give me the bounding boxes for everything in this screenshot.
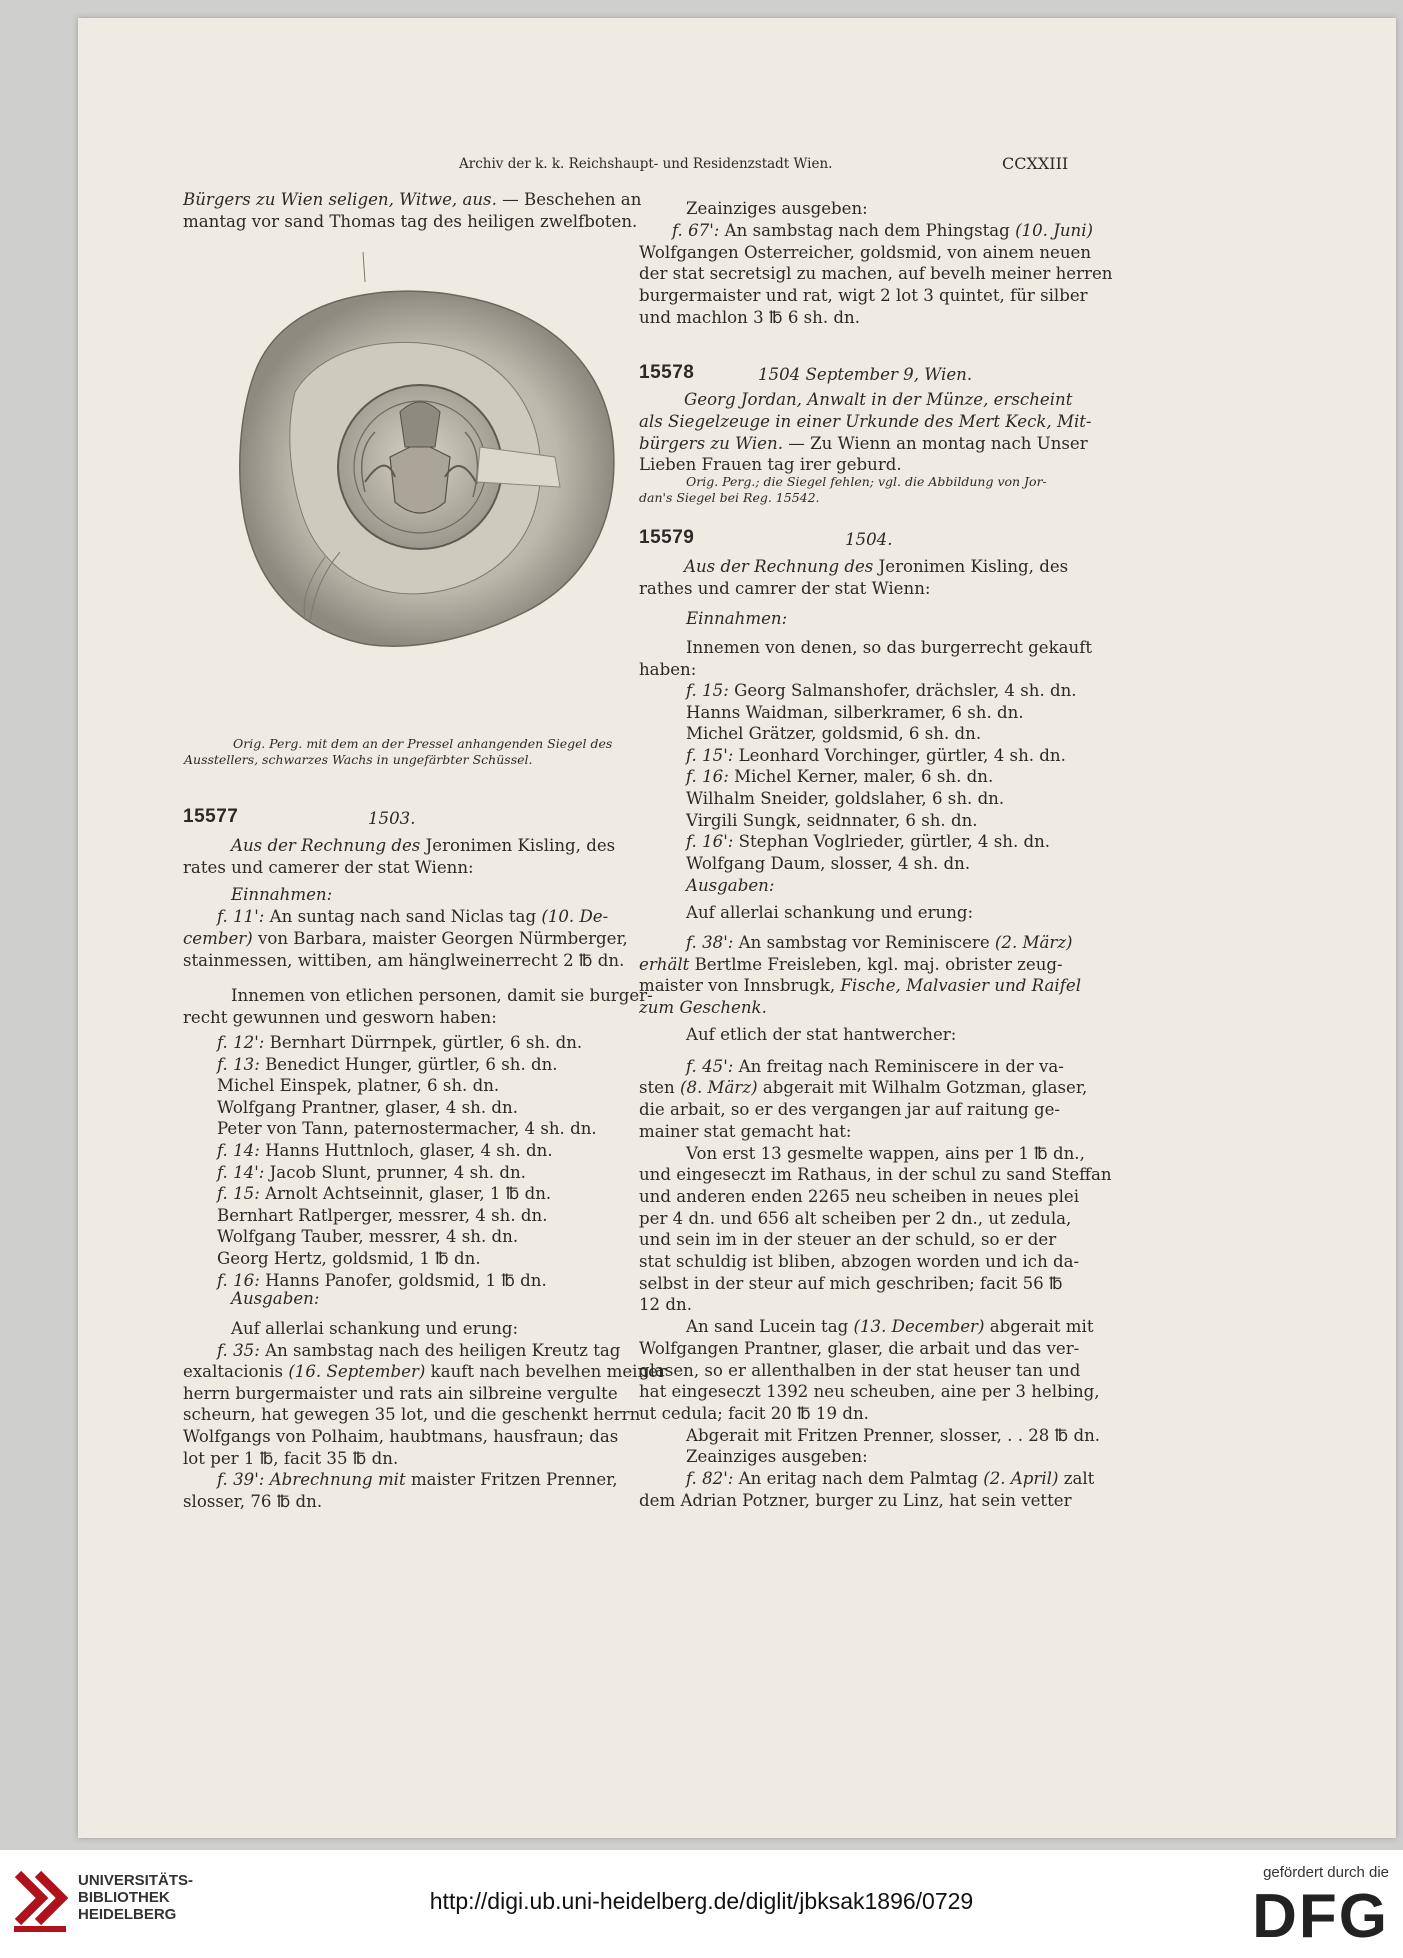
text-segment: f. 15: <box>686 681 729 700</box>
text-segment: f. 35: <box>217 1340 260 1360</box>
text-segment: f. 16: <box>217 1270 260 1290</box>
text-segment: lot per 1 ℔, facit 35 ℔ dn. <box>183 1448 399 1468</box>
text-segment: Auf allerlai schankung und erung: <box>686 903 974 922</box>
text-line <box>639 1273 1063 1295</box>
text-segment: als Siegelzeuge in einer Urkunde des Mert Keck, Mit- <box>639 411 1092 431</box>
text-line <box>639 263 1112 285</box>
library-line: HEIDELBERG <box>78 1906 177 1923</box>
text-line <box>686 1468 1094 1490</box>
dfg-logo: DFG <box>1252 1882 1389 1951</box>
text-line <box>639 1360 1080 1382</box>
text-line <box>217 1205 547 1227</box>
text-segment: f. 14: <box>217 1141 260 1160</box>
text-line <box>639 1294 692 1316</box>
text-segment: Georg Salmanshofer, drächsler, 4 sh. dn. <box>728 681 1077 700</box>
text-segment: An freitag nach Reminiscere in der va- <box>733 1056 1064 1076</box>
text-line <box>217 1183 551 1205</box>
text-segment: Abgerait mit Fritzen Prenner, slosser, . . 28 ℔ dn. <box>686 1425 1101 1445</box>
text-segment: Hanns Waidman, silberkramer, 6 sh. dn. <box>686 702 1024 722</box>
text-line <box>639 1338 1079 1360</box>
text-line <box>686 788 1004 810</box>
text-line <box>686 198 868 220</box>
text-segment: scheurn, hat gewegen 35 lot, und die geschenkt herrn <box>183 1405 641 1425</box>
text-line <box>639 1099 1060 1121</box>
library-line: UNIVERSITÄTS- <box>78 1872 194 1889</box>
text-segment: Auf etlich der stat hantwercher: <box>686 1025 957 1044</box>
entry-year-15579: 1504. <box>845 530 893 549</box>
text-segment: f. 16: <box>686 767 729 787</box>
text-segment: Bernhart Dürrnpek, gürtler, 6 sh. dn. <box>264 1033 583 1052</box>
text-segment: exaltacionis <box>183 1362 289 1382</box>
text-line <box>639 307 860 329</box>
text-line <box>183 1491 322 1513</box>
text-line <box>639 1229 1056 1251</box>
text-segment: bürgers zu Wien. <box>639 433 783 453</box>
text-segment: Aus der Rechnung des <box>684 557 874 576</box>
text-line <box>217 1226 518 1248</box>
text-segment: f. 15: <box>217 1184 260 1204</box>
text-segment: f. 67': <box>672 220 720 240</box>
text-segment: Bürgers zu Wien seligen, Witwe, aus. <box>183 190 497 209</box>
text-line <box>686 1446 868 1468</box>
text-segment: An sambstag vor Reminiscere <box>733 932 995 952</box>
text-segment: slosser, 76 ℔ dn. <box>183 1491 323 1511</box>
text-segment: Wolfgangen Prantner, glaser, die arbait und das ver- <box>639 1338 1080 1358</box>
text-line <box>686 1056 1064 1078</box>
text-segment: Wolfgangs von Polhaim, haubtmans, hausfraun; das <box>183 1427 619 1446</box>
text-line <box>639 1164 1112 1186</box>
entry-number-15579: 15579 <box>639 527 695 548</box>
text-segment: Jeronimen Kisling, des <box>873 557 1069 576</box>
text-segment: die arbait, so er des vergangen jar auf raitung ge- <box>639 1100 1061 1120</box>
text-segment: kauft nach bevelhen meiner <box>425 1362 666 1382</box>
text-segment: von Barbara, maister Georgen Nürmberger, <box>252 928 628 948</box>
text-segment: (8. März) <box>679 1078 758 1098</box>
text-line <box>686 831 1050 853</box>
text-line <box>639 1251 1079 1273</box>
text-line <box>183 1007 497 1029</box>
text-segment: Jeronimen Kisling, des <box>420 836 616 855</box>
text-segment: f. 11': <box>217 907 265 926</box>
text-segment: Zeainziges ausgeben: <box>686 199 868 218</box>
library-line: BIBLIOTHEK <box>78 1889 170 1906</box>
text-segment: der stat secretsigl zu machen, auf bevelh meiner herren <box>639 264 1113 284</box>
text-segment: f. 14': <box>217 1162 265 1182</box>
text-line <box>639 659 696 681</box>
entry-number-15577: 15577 <box>183 806 239 827</box>
text-line <box>231 1318 518 1340</box>
text-segment: Zeainziges ausgeben: <box>686 1447 868 1467</box>
entry-number-15578: 15578 <box>639 362 695 383</box>
text-segment: abgerait mit <box>984 1317 1094 1337</box>
text-segment: erhält <box>639 954 690 974</box>
text-segment: f. 13: <box>217 1054 260 1074</box>
text-segment: f. 15': <box>686 745 734 765</box>
text-segment: per 4 dn. und 656 alt scheiben per 2 dn., ut zedula, <box>639 1208 1072 1228</box>
text-line <box>686 1425 1100 1447</box>
text-line <box>183 1383 618 1405</box>
text-segment: f. 12': <box>217 1033 265 1052</box>
text-segment: Fische, Malvasier und Raifel <box>840 976 1082 996</box>
page-number-roman: CCXXIII <box>1002 154 1069 173</box>
text-segment: Georg Hertz, goldsmid, 1 ℔ dn. <box>217 1249 481 1268</box>
text-line <box>639 242 1091 264</box>
text-segment: zalt <box>1058 1469 1095 1488</box>
text-line <box>686 810 978 832</box>
entry-15578-note: dan's Siegel bei Reg. 15542. <box>639 490 820 505</box>
text-line <box>183 857 474 879</box>
text-segment: (10. Juni) <box>1015 220 1094 240</box>
text-segment: herrn burgermaister und rats ain silbreine vergulte <box>183 1383 618 1403</box>
entry-15578-note: Orig. Perg.; die Siegel fehlen; vgl. die Abbildung von Jor- <box>686 474 1047 489</box>
text-segment: und eingeseczt im Rathaus, in der schul zu sand Steffan <box>639 1165 1112 1185</box>
text-line <box>639 1381 1100 1403</box>
text-line <box>639 1121 852 1143</box>
text-line <box>684 556 1068 578</box>
text-segment: An sand Lucein tag <box>686 1317 854 1337</box>
text-line <box>639 1490 1072 1512</box>
seal-caption-line-1: Orig. Perg. mit dem an der Pressel anhangenden Siegel des <box>233 736 613 751</box>
text-line <box>217 1469 618 1491</box>
text-segment: Bernhart Ratlperger, messrer, 4 sh. dn. <box>217 1205 548 1225</box>
text-line <box>183 1404 640 1426</box>
text-segment: f. 82': <box>686 1469 734 1488</box>
text-line <box>639 578 930 600</box>
text-segment: f. 45': <box>686 1056 734 1076</box>
text-line <box>686 932 1073 954</box>
ausgaben-heading: Ausgaben: <box>686 876 775 895</box>
text-line <box>686 853 970 875</box>
text-segment: dem Adrian Potzner, burger zu Linz, hat sein vetter <box>639 1490 1072 1510</box>
text-segment: Abrechnung mit <box>264 1470 406 1490</box>
text-line <box>686 1024 956 1046</box>
text-line <box>183 189 641 211</box>
text-line <box>217 1248 481 1270</box>
text-segment: Michel Kerner, maler, 6 sh. dn. <box>728 767 994 787</box>
text-segment: f. 38': <box>686 932 734 952</box>
text-segment: glasen, so er allenthalben in der stat heuser tan und <box>639 1360 1081 1380</box>
text-segment: Innemen von etlichen personen, damit sie burger- <box>231 986 653 1005</box>
text-segment: Von erst 13 gesmelte wappen, ains per 1 ℔ dn., <box>686 1143 1085 1163</box>
einnahmen-heading: Einnahmen: <box>686 609 788 628</box>
text-segment: mainer stat gemacht hat: <box>639 1121 852 1141</box>
text-segment: Innemen von denen, so das burgerrecht gekauft <box>686 638 1093 657</box>
text-line <box>183 1426 618 1448</box>
text-segment: Bertlme Freisleben, kgl. maj. obrister zeug- <box>689 954 1063 974</box>
text-line <box>639 285 1088 307</box>
text-line <box>639 997 767 1019</box>
text-line <box>217 1140 553 1162</box>
text-segment: (2. März) <box>994 932 1073 952</box>
text-segment: und machlon 3 ℔ 6 sh. dn. <box>639 308 860 327</box>
text-segment: An eritag nach dem Palmtag <box>733 1469 984 1488</box>
text-line <box>686 1316 1094 1338</box>
seal-illustration <box>215 252 620 702</box>
text-segment: stainmessen, wittiben, am hänglweinerrecht 2 ℔ dn. <box>183 950 625 970</box>
text-segment: 12 dn. <box>639 1295 692 1315</box>
text-segment: burgermaister und rat, wigt 2 lot 3 quintet, für silber <box>639 286 1088 306</box>
text-segment: sten <box>639 1078 680 1098</box>
text-line <box>217 1097 518 1119</box>
text-segment: rates und camerer der stat Wienn: <box>183 857 474 877</box>
text-line <box>639 1077 1087 1099</box>
text-line <box>183 1448 398 1470</box>
text-segment: Michel Grätzer, goldsmid, 6 sh. dn. <box>686 724 982 744</box>
source-url[interactable]: http://digi.ub.uni-heidelberg.de/diglit/jbksak1896/0729 <box>429 1888 974 1914</box>
text-segment: Peter von Tann, paternostermacher, 4 sh. dn. <box>217 1119 597 1139</box>
text-segment: recht gewunnen und gesworn haben: <box>183 1007 497 1027</box>
text-line <box>686 766 993 788</box>
text-segment: Wolfgang Daum, slosser, 4 sh. dn. <box>686 853 971 873</box>
text-segment: An suntag nach sand Niclas tag <box>264 907 542 926</box>
text-segment: ut cedula; facit 20 ℔ 19 dn. <box>639 1403 869 1423</box>
text-segment: Auf allerlai schankung und erung: <box>231 1319 519 1338</box>
funded-by-caption: gefördert durch die <box>1263 1864 1389 1881</box>
text-line <box>183 928 628 950</box>
text-line <box>217 1075 499 1097</box>
text-segment: rathes und camrer der stat Wienn: <box>639 578 931 598</box>
text-segment: Wilhalm Sneider, goldslaher, 6 sh. dn. <box>686 789 1005 808</box>
text-line <box>231 835 615 857</box>
text-line <box>217 1118 597 1140</box>
text-segment: Lieben Frauen tag irer geburd. <box>639 455 902 475</box>
viewer-footer <box>0 1850 1403 1958</box>
text-segment: — Beschehen an <box>496 190 642 209</box>
text-segment: f. 16': <box>686 832 734 852</box>
text-segment: (13. December) <box>853 1317 985 1337</box>
text-segment: Arnolt Achtseinnit, glaser, 1 ℔ dn. <box>259 1184 552 1204</box>
text-segment: Hanns Panofer, goldsmid, 1 ℔ dn. <box>259 1270 547 1290</box>
text-segment: (2. April) <box>983 1469 1059 1488</box>
text-segment: Virgili Sungk, seidnnater, 6 sh. dn. <box>686 810 978 830</box>
text-segment: mantag vor sand Thomas tag des heiligen zwelfboten. <box>183 211 638 231</box>
text-segment: Michel Einspek, platner, 6 sh. dn. <box>217 1076 500 1096</box>
text-line <box>231 985 653 1007</box>
text-line <box>686 1143 1085 1165</box>
text-segment: selbst in der steur auf mich geschriben; facit 56 ℔ <box>639 1273 1063 1293</box>
text-segment: Wolfgang Prantner, glaser, 4 sh. dn. <box>217 1097 518 1117</box>
text-line <box>686 702 1024 724</box>
text-segment: An sambstag nach des heiligen Kreutz tag <box>259 1340 621 1360</box>
ausgaben-heading: Ausgaben: <box>231 1289 320 1308</box>
text-line <box>639 1186 1079 1208</box>
seal-caption-line-2: Ausstellers, schwarzes Wachs in ungefärbter Schüssel. <box>184 752 533 767</box>
text-segment: Stephan Voglrieder, gürtler, 4 sh. dn. <box>733 832 1051 852</box>
text-line <box>686 680 1077 702</box>
text-line <box>639 454 902 476</box>
text-line <box>686 637 1092 659</box>
einnahmen-heading: Einnahmen: <box>231 885 333 904</box>
text-segment: An sambstag nach dem Phingstag <box>719 220 1016 240</box>
text-line <box>672 220 1093 242</box>
text-segment: maister Fritzen Prenner, <box>405 1470 618 1490</box>
text-line <box>217 1032 582 1054</box>
text-line <box>217 906 608 928</box>
text-line <box>639 954 1063 976</box>
entry-date-15578: 1504 September 9, Wien. <box>758 365 973 384</box>
text-line <box>217 1162 526 1184</box>
text-line <box>639 975 1081 997</box>
text-line <box>639 1208 1071 1230</box>
text-line <box>684 389 1072 411</box>
text-segment: Jacob Slunt, prunner, 4 sh. dn. <box>264 1162 526 1182</box>
text-segment: abgerait mit Wilhalm Gotzman, glaser, <box>757 1078 1088 1098</box>
text-segment: stat schuldig ist bliben, abzogen worden und ich da- <box>639 1252 1080 1271</box>
text-segment: Benedict Hunger, gürtler, 6 sh. dn. <box>259 1054 558 1074</box>
text-line <box>183 1361 666 1383</box>
text-segment: und anderen enden 2265 neu scheiben in neues plei <box>639 1186 1080 1206</box>
text-segment: Georg Jordan, Anwalt in der Münze, erscheint <box>684 390 1073 409</box>
text-segment: Hanns Huttnloch, glaser, 4 sh. dn. <box>259 1141 553 1160</box>
text-segment: (10. De- <box>541 907 609 926</box>
text-line <box>686 902 973 924</box>
text-segment: Wolfgangen Osterreicher, goldsmid, von ainem neuen <box>639 242 1092 262</box>
text-segment: — Zu Wienn an montag nach Unser <box>782 433 1088 453</box>
text-line <box>183 211 637 233</box>
text-segment: Aus der Rechnung des <box>231 836 421 855</box>
text-segment: cember) <box>183 928 253 948</box>
text-line <box>217 1054 558 1076</box>
text-segment: und sein im in der steuer an der schuld, so er der <box>639 1230 1057 1250</box>
text-line <box>183 950 624 972</box>
text-line <box>639 411 1092 433</box>
text-segment: Wolfgang Tauber, messrer, 4 sh. dn. <box>217 1227 519 1247</box>
text-segment: maister von Innsbrugk, <box>639 976 841 996</box>
text-segment: (16. September) <box>288 1362 426 1382</box>
text-line <box>639 433 1088 455</box>
text-segment: Leonhard Vorchinger, gürtler, 4 sh. dn. <box>733 745 1066 765</box>
text-line <box>686 745 1066 767</box>
running-title: Archiv der k. k. Reichshaupt- und Residenzstadt Wien. <box>459 156 833 172</box>
text-segment: f. 39': <box>217 1470 265 1490</box>
text-segment: zum Geschenk. <box>639 998 767 1018</box>
text-line <box>217 1340 620 1362</box>
text-segment: hat eingeseczt 1392 neu scheuben, aine per 3 helbing, <box>639 1382 1100 1402</box>
text-segment: haben: <box>639 659 697 679</box>
text-line <box>686 723 981 745</box>
text-line <box>639 1403 869 1425</box>
entry-year-15577: 1503. <box>368 809 416 828</box>
